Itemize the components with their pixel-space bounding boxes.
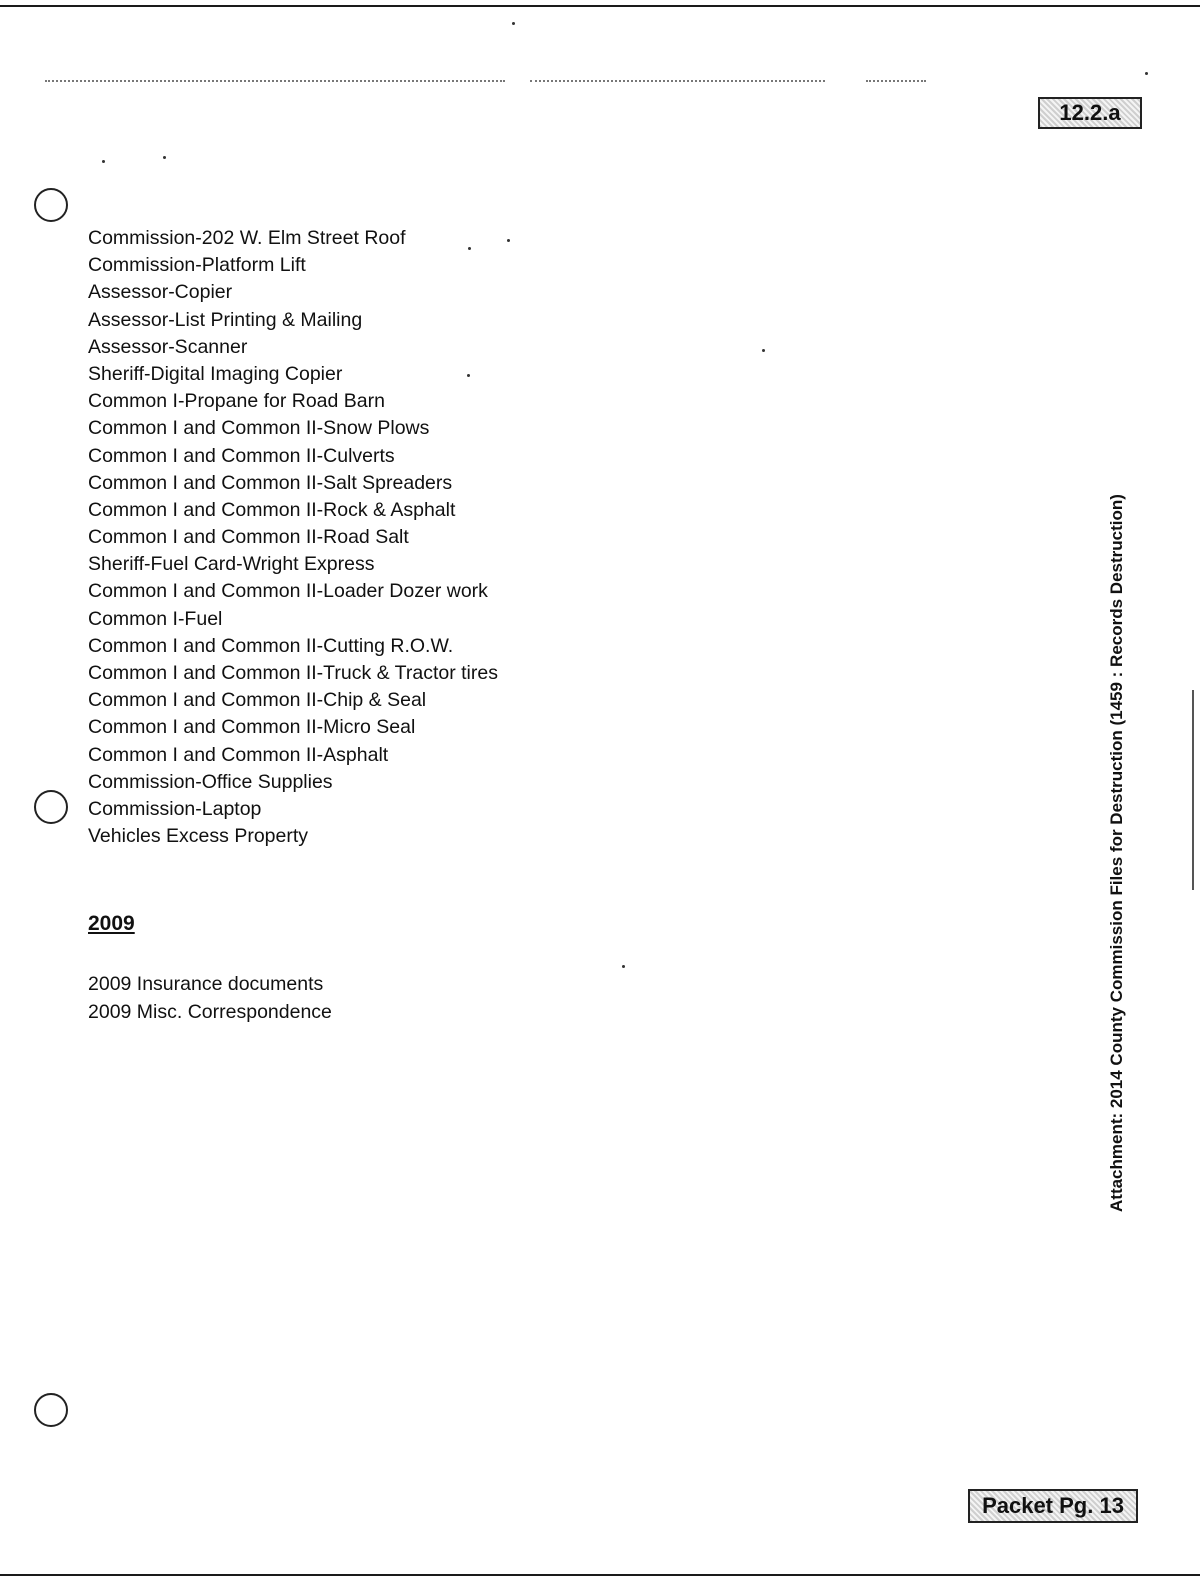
list-item: Common I-Fuel bbox=[88, 607, 223, 630]
scan-speck bbox=[1145, 72, 1148, 75]
list-item: 2009 Misc. Correspondence bbox=[88, 1001, 332, 1023]
list-item: Sheriff-Digital Imaging Copier bbox=[88, 362, 343, 385]
reference-stamp: 12.2.a bbox=[1038, 97, 1142, 129]
attachment-label: Attachment: 2014 County Commission Files for Destruction (1459 : Records Destruction) bbox=[1107, 494, 1126, 1212]
punch-hole bbox=[34, 1393, 68, 1427]
punch-hole bbox=[34, 188, 68, 222]
list-item: Vehicles Excess Property bbox=[88, 825, 309, 848]
list-item: Commission-Office Supplies bbox=[88, 770, 333, 793]
scan-noise-line bbox=[45, 80, 505, 85]
list-item: Common I and Common II-Asphalt bbox=[88, 743, 389, 766]
list-item: Assessor-List Printing & Mailing bbox=[88, 308, 363, 331]
scan-speck bbox=[102, 160, 105, 163]
list-item: Common I-Propane for Road Barn bbox=[88, 390, 385, 413]
scan-speck bbox=[762, 349, 765, 352]
list-item: Sheriff-Fuel Card-Wright Express bbox=[88, 553, 375, 576]
list-item: Common I and Common II-Micro Seal bbox=[88, 716, 416, 739]
list-item: Common I and Common II-Chip & Seal bbox=[88, 689, 427, 712]
scan-speck bbox=[163, 156, 166, 159]
packet-page-stamp: Packet Pg. 13 bbox=[968, 1489, 1138, 1523]
scan-noise-line bbox=[866, 80, 926, 85]
page-top-border bbox=[0, 5, 1200, 7]
list-item: Common I and Common II-Cutting R.O.W. bbox=[88, 634, 454, 657]
scan-speck bbox=[507, 239, 510, 242]
list-item: Common I and Common II-Salt Spreaders bbox=[88, 471, 453, 494]
list-item: 2009 Insurance documents bbox=[88, 973, 324, 995]
section-heading-2009: 2009 bbox=[88, 912, 135, 935]
list-item: Commission-202 W. Elm Street Roof bbox=[88, 227, 406, 249]
scan-speck bbox=[622, 965, 625, 968]
list-item: Assessor-Copier bbox=[88, 281, 233, 304]
file-item-list bbox=[88, 225, 498, 850]
list-item: Common I and Common II-Snow Plows bbox=[88, 417, 430, 440]
list-item: Commission-Platform Lift bbox=[88, 254, 306, 277]
scan-noise-line bbox=[530, 80, 825, 85]
scan-speck bbox=[512, 22, 515, 25]
page-bottom-border bbox=[0, 1574, 1200, 1576]
list-item: Common I and Common II-Road Salt bbox=[88, 526, 409, 549]
list-item: Assessor-Scanner bbox=[88, 335, 248, 358]
list-item: Common I and Common II-Loader Dozer work bbox=[88, 580, 488, 603]
list-item: Common I and Common II-Rock & Asphalt bbox=[88, 498, 456, 521]
list-item: Common I and Common II-Truck & Tractor tires bbox=[88, 662, 498, 684]
list-item: Commission-Laptop bbox=[88, 797, 262, 820]
punch-hole bbox=[34, 790, 68, 824]
document-list-2009 bbox=[88, 970, 332, 1026]
scan-edge-mark bbox=[1192, 690, 1194, 890]
list-item: Common I and Common II-Culverts bbox=[88, 444, 395, 467]
